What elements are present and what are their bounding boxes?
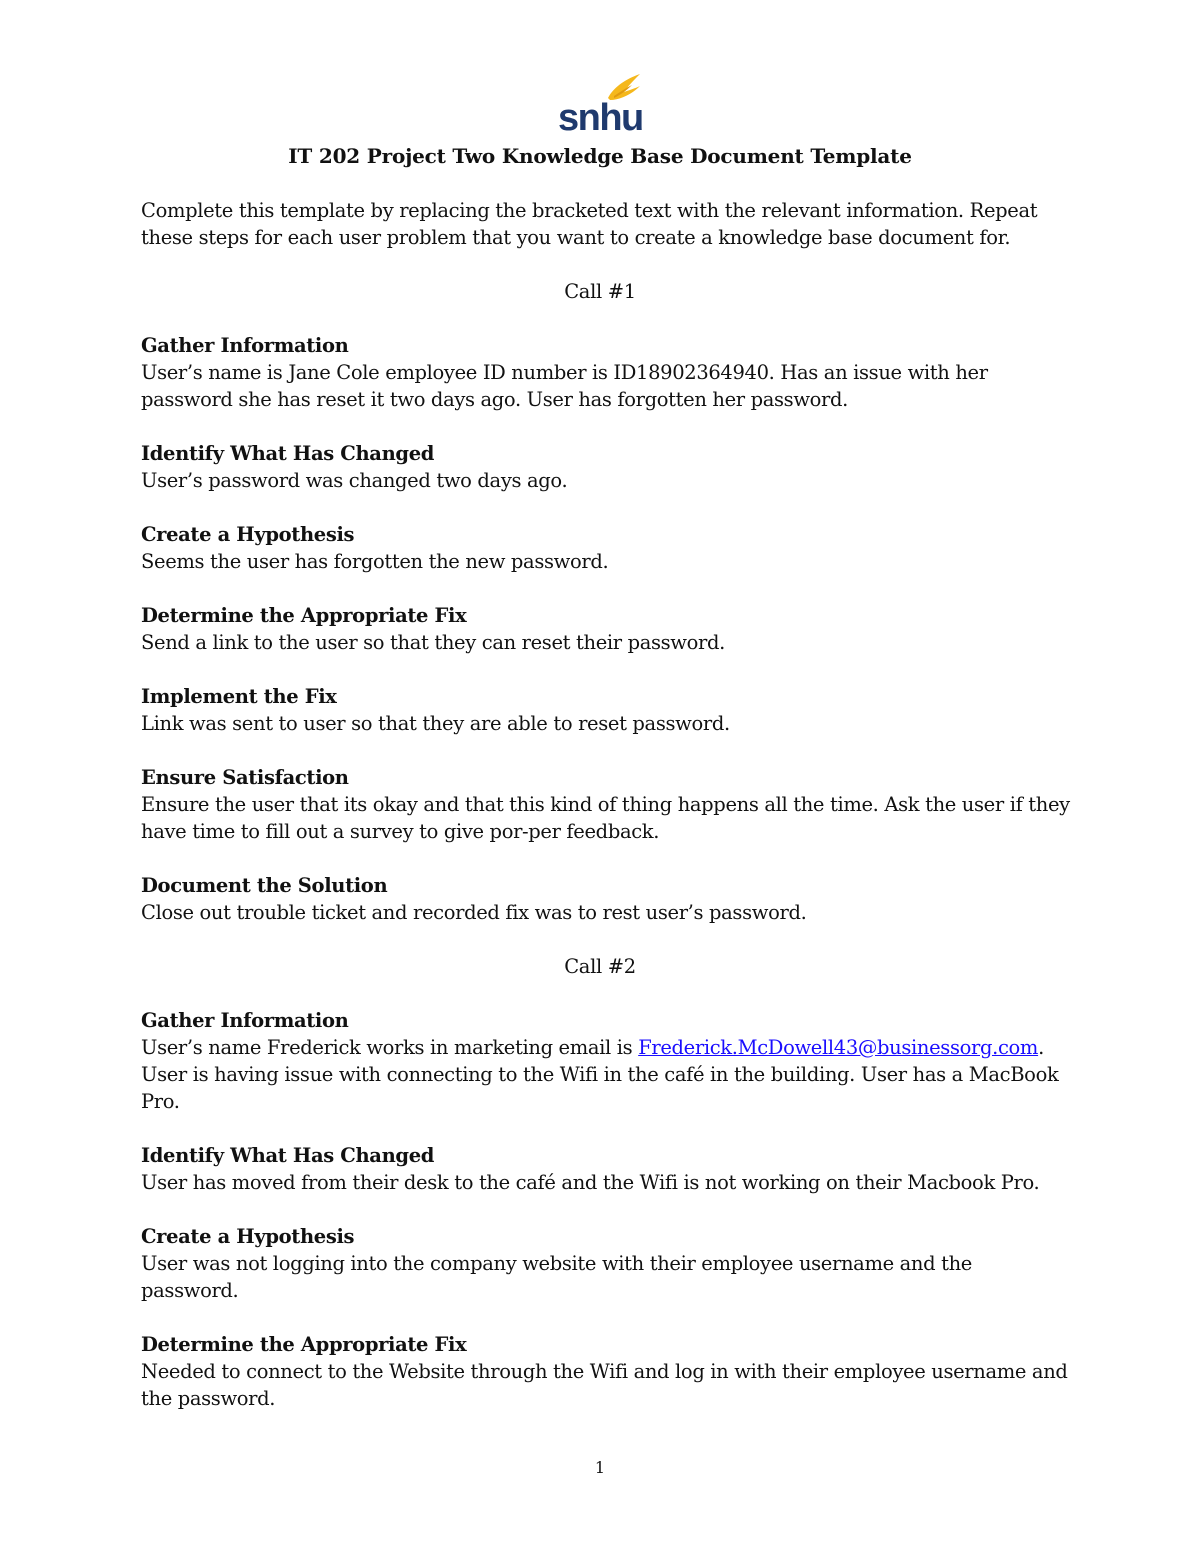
section-implement-fix <box>141 683 1071 737</box>
section-gather-information <box>141 332 1071 413</box>
section-heading: Gather Information <box>141 334 349 357</box>
page-number: 1 <box>594 1458 606 1477</box>
section-gather-information <box>141 1007 1071 1115</box>
section-body: Close out trouble ticket and recorded fix was to rest user’s password. <box>141 901 807 924</box>
section-body: Send a link to the user so that they can reset their password. <box>141 631 725 654</box>
section-body: Link was sent to user so that they are able to reset password. <box>141 712 730 735</box>
section-body: User’s password was changed two days ago. <box>141 469 568 492</box>
call-title: Call #1 <box>564 280 636 303</box>
snhu-logo <box>556 72 646 134</box>
call-title: Call #2 <box>564 955 636 978</box>
section-body: Ensure the user that its okay and that this kind of thing happens all the time. Ask the user if they have time to fill out a survey to give por-per feedback. <box>141 793 1070 843</box>
section-heading: Identify What Has Changed <box>141 442 435 465</box>
logo-wordmark: snhu <box>558 97 643 134</box>
section-heading: Create a Hypothesis <box>141 1225 355 1248</box>
document-title: IT 202 Project Two Knowledge Base Document Template <box>288 144 912 168</box>
section-heading: Create a Hypothesis <box>141 523 355 546</box>
section-document-solution <box>141 872 1071 926</box>
section-body: User was not logging into the company website with their employee username and the password. <box>141 1252 972 1302</box>
intro-paragraph: Complete this template by replacing the bracketed text with the relevant information. Repeat these steps for each user problem that you want to create a knowledge base document for. <box>141 199 1038 249</box>
section-body: Needed to connect to the Website through the Wifi and log in with their employee username and the password. <box>141 1360 1068 1410</box>
section-ensure-satisfaction <box>141 764 1071 845</box>
email-link[interactable]: Frederick.McDowell43@businessorg.com <box>638 1036 1039 1059</box>
section-heading: Identify What Has Changed <box>141 1144 435 1167</box>
section-body: User has moved from their desk to the café and the Wifi is not working on their Macbook Pro. <box>141 1171 1040 1194</box>
section-body <box>141 1034 1071 1115</box>
section-heading: Determine the Appropriate Fix <box>141 1333 467 1356</box>
section-create-hypothesis <box>141 521 1071 575</box>
section-identify-what-has-changed <box>141 440 1071 494</box>
body-text: . User is having issue with connecting to the Wifi in the café in the building. User has a MacBook Pro. <box>141 1036 1059 1113</box>
section-heading: Determine the Appropriate Fix <box>141 604 467 627</box>
snhu-logo-mark <box>556 72 646 134</box>
section-heading: Gather Information <box>141 1009 349 1032</box>
section-body: Seems the user has forgotten the new password. <box>141 550 609 573</box>
section-heading: Implement the Fix <box>141 685 337 708</box>
section-heading: Ensure Satisfaction <box>141 766 349 789</box>
section-determine-fix <box>141 602 1071 656</box>
section-identify-what-has-changed <box>141 1142 1071 1196</box>
section-body: User’s name is Jane Cole employee ID number is ID18902364940. Has an issue with her password she has reset it two days ago. User has forgotten her password. <box>141 361 988 411</box>
call-2 <box>141 953 1071 1412</box>
section-determine-fix <box>141 1331 1071 1412</box>
section-heading: Document the Solution <box>141 874 388 897</box>
body-text: User’s name Frederick works in marketing email is <box>141 1036 639 1059</box>
call-1 <box>141 278 1071 926</box>
document-body <box>141 197 1071 1439</box>
section-create-hypothesis <box>141 1223 1071 1304</box>
